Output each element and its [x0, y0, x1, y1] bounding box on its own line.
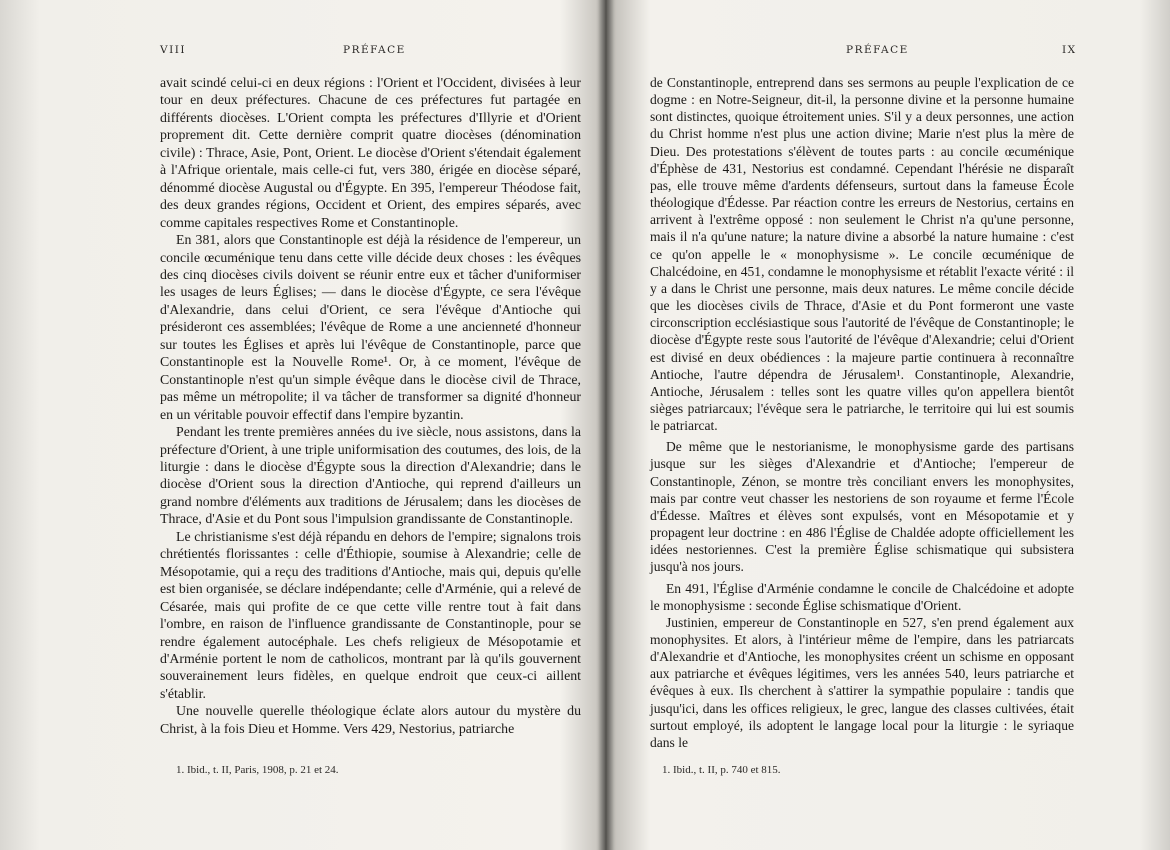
right-running-title: PRÉFACE — [846, 44, 909, 56]
right-paragraph: Justinien, empereur de Constantinople en 527, s'en prend également aux monophysites. Et alors, à l'intérieur même de l'empire, dans les patriarcats d'Alexandrie et d'Antioche, les monophysites créent un schisme en opposant aux patriarche et évêques légitimes, vers les années 540, leurs patriarche et évêques à eux. Ils cherchent à s'attirer la sympathie populaire : tandis que jusqu'ici, dans les offices religieux, le grec, langue des classes cultivées, était surtout employé, ils adoptent le langage local pour la liturgie : le syriaque dans le — [650, 614, 1074, 750]
right-footnote: 1. Ibid., t. II, p. 740 et 815. — [662, 764, 781, 776]
left-paragraph: En 381, alors que Constantinople est déjà la résidence de l'empereur, un concile œcuménique tenu dans cette ville décide deux choses : les évêques des cinq diocèses civils doivent se réunir entre eux et tâcher d'uniformiser les usages de leurs Églises; — dans le diocèse d'Égypte, ce sera l'évêque d'Alexandrie, dans celui d'Orient, ce sera l'évêque d'Antioche qui présideront ces assemblées; l'évêque de Rome a une ancienneté d'honneur sur toutes les Églises et après lui l'évêque de Constantinople, parce que Constantinople est la Nouvelle Rome¹. Or, à ce moment, l'évêque de Constantinople n'est qu'un simple évêque dans le diocèse civil de Thrace, pas même un métropolite; il va tâcher de transformer sa dignité d'honneur en un véritable pouvoir effectif dans l'empire byzantin. — [160, 232, 581, 422]
left-body-text — [160, 74, 581, 737]
left-paragraph: Une nouvelle querelle théologique éclate alors autour du mystère du Christ, à la fois Dieu et Homme. Vers 429, Nestorius, patriarche — [160, 703, 581, 736]
left-page-number: VIII — [160, 44, 187, 56]
left-paragraph: avait scindé celui-ci en deux régions : l'Orient et l'Occident, divisées à leur tour en deux préfectures. Chacune de ces préfectures fut partagée en différents diocèses. L'Orient compta les préfectures d'Illyrie et d'Orient proprement dit. Cette dernière comprit quatre diocèses (dénomination civile) : Thrace, Asie, Pont, Orient. Le diocèse d'Orient s'étendait également à l'Afrique orientale, mais celle-ci fut, vers 380, érigée en diocèse séparé, dénommé diocèse Augustal ou d'Égypte. En 395, l'empereur Théodose fait, des deux grandes régions, Occident et Orient, des empires séparés, avec comme capitales respectives Rome et Constantinople. — [160, 75, 581, 230]
left-paragraph: Pendant les trente premières années du ive siècle, nous assistons, dans la préfecture d'Orient, à une triple uniformisation des coutumes, des lois, de la liturgie : dans le diocèse d'Égypte sous la direction d'Alexandrie; dans le diocèse d'Orient sous la direction d'Antioche, qui reprend d'ailleurs un grand nombre d'éléments aux traditions de Jérusalem; dans les diocèses de Thrace, d'Asie et du Pont sous l'impulsion grandissante de Constantinople. — [160, 424, 581, 527]
right-paragraph: En 491, l'Église d'Arménie condamne le concile de Chalcédoine et adopte le monophysisme : seconde Église schismatique d'Orient. — [650, 580, 1074, 613]
left-running-title: PRÉFACE — [343, 44, 406, 56]
right-page-number: IX — [1062, 44, 1077, 56]
right-page — [608, 0, 1170, 850]
left-paragraph: Le christianisme s'est déjà répandu en dehors de l'empire; signalons trois chrétientés florissantes : celle d'Éthiopie, soumise à Alexandrie; celle de Mésopotamie, qui a reçu des traditions d'Antioche, mais qui, depuis qu'elle est bien organisée, se déclare indépendante; celle d'Arménie, qui a relevé de Césarée, mais qui profite de ce que cette ville rentre tout à fait dans l'ombre, en raison de l'influence grandissante de Constantinople, pour se rendre également autocéphale. Les chefs religieux de Mésopotamie et d'Arménie portent le nom de catholicos, montrant par là qu'ils gouvernent souverainement leurs fidèles, en quelque endroit que ceux-ci aillent s'établir. — [160, 528, 581, 701]
right-paragraph: de Constantinople, entreprend dans ses sermons au peuple l'explication de ce dogme : en Notre-Seigneur, dit-il, la personne divine et la personne humaine sont distinctes, quoique étroitement unies. S'il y a deux personnes, une action du Christ homme n'est plus une action divine; Marie n'est plus la mère de Dieu. Des protestations s'élèvent de toutes parts : au concile œcuménique d'Éphèse de 431, Nestorius est condamné. Cependant l'hérésie ne disparaît pas, elle trouve même d'ardents défenseurs, surtout dans la fameuse École théologique d'Édesse. Par réaction contre les erreurs de Nestorius, certains en arrivent à l'extrême opposé : non seulement le Christ n'a qu'une personne, mais il n'a qu'une nature; la nature divine a absorbé la nature humaine : c'est ce qu'on appelle le « monophysisme ». Le concile œcuménique de Chalcédoine, en 451, condamne le monophysisme et rétablit l'exacte vérité : il y a dans le Christ une personne, mais deux natures. Le même concile décide que les diocèses civils de Thrace, d'Asie et du Pont formeront une vaste circonscription ecclésiastique sous l'autorité de l'évêque de Constantinople; le diocèse d'Égypte reste sous l'autorité de l'évêque d'Alexandrie; celui d'Orient est divisé en deux obédiences : la majeure partie continuera à reconnaître Antioche, l'autre dépendra de Jérusalem¹. Constantinople, Alexandrie, Antioche, Jérusalem : telles sont les quatre villes qu'on appellera bientôt sièges patriarcaux; l'évêque sera le patriarche, le territoire qui lui est soumis le patriarcat. — [650, 75, 1074, 434]
left-footnote: 1. Ibid., t. II, Paris, 1908, p. 21 et 24. — [176, 764, 339, 776]
right-body-text — [650, 74, 1074, 751]
right-paragraph: De même que le nestorianisme, le monophysisme garde des partisans jusque sur les sièges d'Alexandrie et d'Antioche; l'empereur de Constantinople, Zénon, se montre très conciliant envers les monophysites, mais par contre veut chasser les nestoriens de son royaume et ferme l'École d'Édesse. Maîtres et élèves sont expulsés, vont en Mésopotamie et y propagent leur doctrine : en 486 l'Église de Chaldée adopte officiellement les idées nestoriennes. C'est la première Église schismatique qui subsistera jusqu'à nos jours. — [650, 439, 1074, 575]
